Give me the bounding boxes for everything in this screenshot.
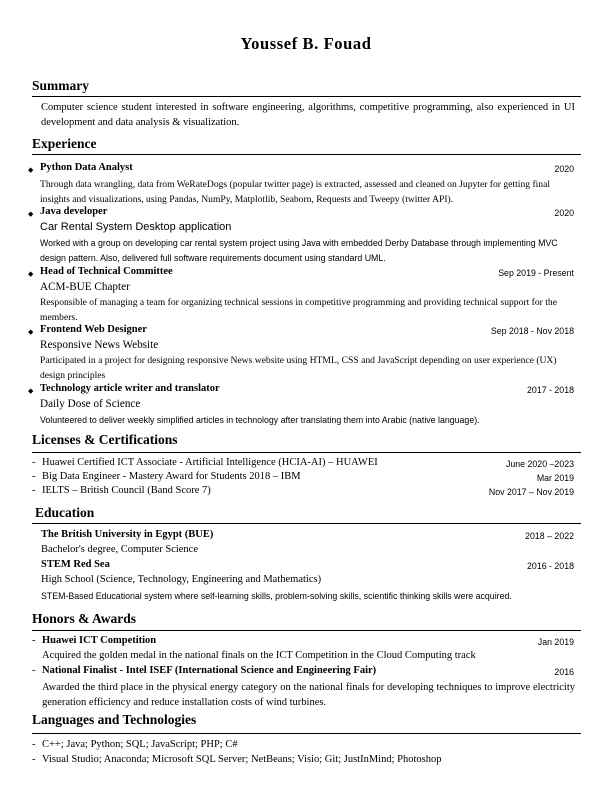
honor-title: Huawei ICT Competition	[42, 635, 157, 646]
experience-description: Participated in a project for designing responsive News website using HTML, CSS and JavaScript depending on user experience (UX) design principles	[40, 355, 557, 382]
dash-marker: -	[32, 665, 36, 676]
certification-item: IELTS – British Council (Band Score 7)	[42, 485, 211, 496]
honor-description: Awarded the third place in the physical energy category on the national finals for developing techniques to improve electricity generation efficiency and reduce installation costs of wind turbines.	[42, 682, 575, 708]
education-degree: High School (Science, Technology, Engineering and Mathematics)	[41, 574, 322, 585]
education-institution: STEM Red Sea	[41, 559, 110, 570]
education-degree: Bachelor's degree, Computer Science	[41, 544, 198, 555]
experience-description: Through data wrangling, data from WeRateDogs (popular twitter page) is extracted, assessed and cleaned on Jupyter for getting final insights and visualizations, using Pandas, NumPy, Matplotlib, Seaborn, Requests and Tweepy (twitter API).	[40, 179, 551, 206]
education-divider	[32, 523, 581, 524]
summary-heading: Summary	[32, 78, 89, 93]
certification-date: Nov 2017 – Nov 2019	[488, 487, 574, 497]
experience-title: Python Data Analyst	[40, 162, 133, 173]
experience-title: Java developer	[40, 206, 108, 217]
bullet-icon: ◆	[28, 270, 34, 278]
dash-marker: -	[32, 471, 36, 482]
summary-divider	[32, 96, 581, 97]
experience-date: 2020	[554, 164, 574, 174]
experience-title: Head of Technical Committee	[40, 266, 173, 277]
language-item: C++; Java; Python; SQL; JavaScript; PHP; C#	[42, 739, 238, 750]
candidate-name: Youssef B. Fouad	[240, 34, 372, 53]
honors-heading: Honors & Awards	[32, 611, 137, 626]
language-item: Visual Studio; Anaconda; Microsoft SQL Server; NetBeans; Visio; Git; JustInMind; Photoshop	[42, 754, 442, 765]
dash-marker: -	[32, 739, 36, 750]
experience-subtitle: Daily Dose of Science	[40, 398, 141, 410]
experience-subtitle: Responsive News Website	[40, 339, 159, 351]
dash-marker: -	[32, 635, 36, 646]
experience-date: Sep 2018 - Nov 2018	[490, 326, 574, 336]
dash-marker: -	[32, 485, 36, 496]
dash-marker: -	[32, 457, 36, 468]
certifications-divider	[32, 452, 581, 453]
certifications-heading: Licenses & Certifications	[32, 432, 178, 447]
bullet-icon: ◆	[28, 387, 34, 395]
dash-marker: -	[32, 754, 36, 765]
languages-heading: Languages and Technologies	[32, 712, 197, 727]
experience-description: Worked with a group on developing car rental system project using Java with embedded Derby Database through implementing MVC design pattern. Also, delivered full software requirements document using standard UML.	[40, 238, 558, 264]
bullet-icon: ◆	[28, 210, 34, 218]
honor-date: Jan 2019	[537, 637, 574, 647]
experience-title: Technology article writer and translator	[40, 383, 220, 394]
certification-item: Huawei Certified ICT Associate - Artificial Intelligence (HCIA-AI) – HUAWEI	[42, 457, 378, 468]
experience-description: Volunteered to deliver weekly simplified articles in technology after translating them into Arabic (native language).	[40, 415, 480, 425]
experience-subtitle: Car Rental System Desktop application	[40, 221, 232, 233]
experience-divider	[32, 154, 581, 155]
education-institution: The British University in Egypt (BUE)	[41, 529, 214, 540]
education-heading: Education	[35, 505, 95, 520]
certification-date: Mar 2019	[536, 473, 574, 483]
certification-date: June 2020 –2023	[506, 459, 574, 469]
education-date: 2016 - 2018	[527, 561, 574, 571]
experience-date: Sep 2019 - Present	[498, 268, 574, 278]
bullet-icon: ◆	[28, 328, 34, 336]
summary-text: Computer science student interested in software engineering, algorithms, competitive programming, also experienced in UI development and data analysis & visualization.	[41, 102, 575, 128]
education-date: 2018 – 2022	[525, 531, 574, 541]
experience-title: Frontend Web Designer	[40, 324, 147, 335]
bullet-icon: ◆	[28, 166, 34, 174]
certification-item: Big Data Engineer - Mastery Award for Students 2018 – IBM	[42, 471, 301, 482]
honor-description: Acquired the golden medal in the national finals on the ICT Competition in the Cloud Computing track	[42, 650, 476, 661]
experience-date: 2020	[554, 208, 574, 218]
honors-divider	[32, 630, 581, 631]
experience-date: 2017 - 2018	[527, 385, 574, 395]
honor-title: National Finalist - Intel ISEF (International Science and Engineering Fair)	[42, 665, 377, 676]
experience-description: Responsible of managing a team for organizing technical sessions in competitive programming and providing technical support for the members.	[40, 297, 557, 324]
education-note: STEM-Based Educational system where self-learning skills, problem-solving skills, scientific thinking skills were acquired.	[41, 591, 512, 601]
experience-heading: Experience	[32, 136, 97, 151]
languages-divider	[32, 733, 581, 734]
experience-subtitle: ACM-BUE Chapter	[40, 281, 130, 293]
honor-date: 2016	[554, 667, 574, 677]
